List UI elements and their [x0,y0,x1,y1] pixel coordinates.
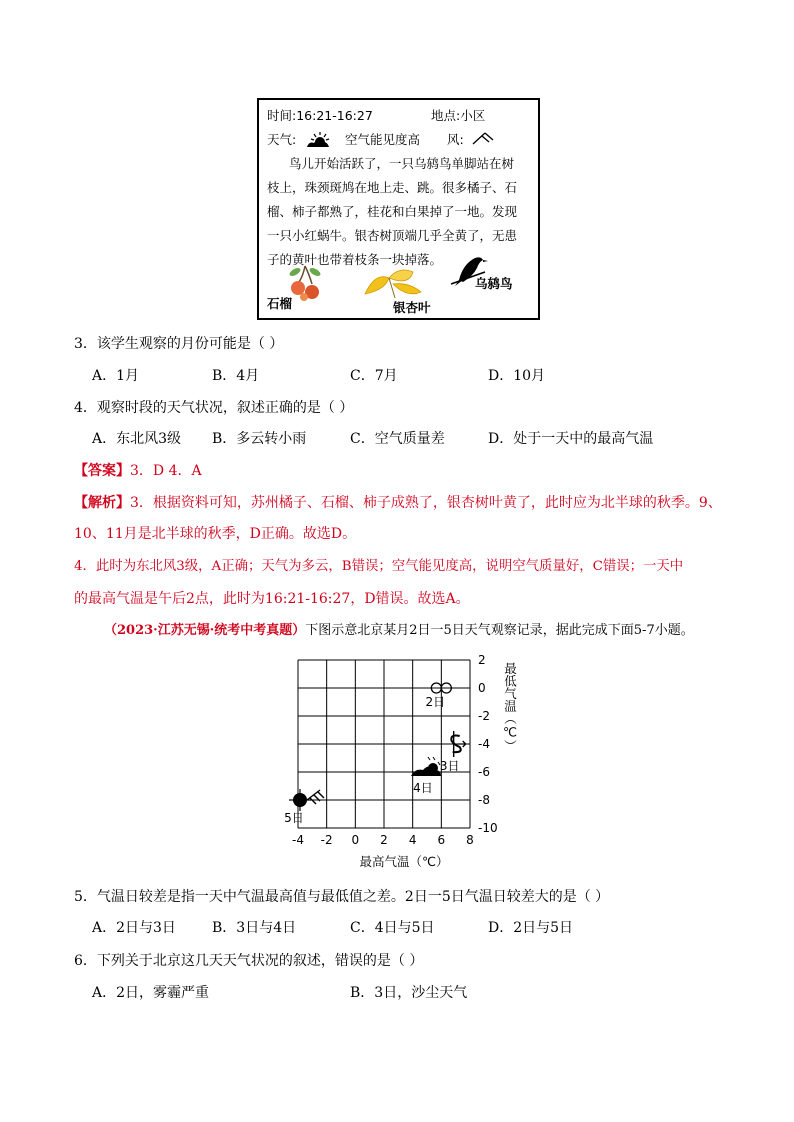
source-line [104,621,694,641]
note-time: 时间:16:21-16:27 [267,108,373,123]
question-5-stem: 5．气温日较差是指一天中气温最高值与最低值之差。2日一5日气温日较差大的是（ ） [74,889,610,905]
sandstorm-icon [451,731,465,757]
question-3-stem: 3．该学生观察的月份可能是（ ） [74,336,284,352]
observation-note [257,98,540,320]
pomegranate-label: 石榴 [267,296,293,311]
x-tick-label: 4 [408,833,417,847]
y-tick-label: -8 [478,793,490,807]
q3-option-a: A．1月 [92,368,140,384]
temperature-chart-svg [270,650,530,875]
q3-option-b: B．4月 [212,368,260,384]
q4-option-a: A．东北风3级 [92,431,182,447]
analysis-line-4: 的最高气温是午后2点，此时为16:21-16:27，D错误。故选A。 [74,591,470,607]
answer-text: 3．D 4．A [130,463,202,479]
q4-option-b: B．多云转小雨 [212,431,307,447]
q5-option-b: B．3日与4日 [212,920,297,936]
question-6-stem: 6．下列关于北京这几天天气状况的叙述，错误的是（ ） [74,953,424,969]
x-tick-label: -4 [292,833,304,847]
y-tick-label: 2 [478,653,486,667]
y-axis-label: 最低气温（℃） [502,662,518,752]
sunny-wind-icon [289,789,324,811]
analysis-line-1 [74,493,722,513]
q6-option-a: A．2日，雾霾严重 [92,985,210,1001]
q5-option-d: D．2日与5日 [488,920,574,936]
y-tick-label: -2 [478,709,490,723]
analysis-line-3: 4．此时为东北风3级，A正确；天气为多云，B错误；空气能见度高，说明空气质量好，C错误；一天中 [74,559,684,574]
answer-line [74,461,202,481]
partly-cloudy-icon [305,130,331,148]
x-tick-label: -2 [320,833,333,847]
y-tick-label: -6 [478,765,490,779]
x-axis-label: 最高气温（℃） [359,854,449,869]
y-tick-label: -10 [478,821,498,835]
question-4-stem: 4．观察时段的天气状况，叙述正确的是（ ） [74,400,354,416]
source-text: 下图示意北京某月2日一5日天气观察记录，据此完成下面5-7小题。 [305,623,694,638]
note-line-5: 子的黄叶也带着枝条一块掉落。 [267,252,443,267]
note-line-4: 一只小红蜗牛。银杏树顶端几乎全黄了，无患 [267,228,518,243]
note-place: 地点:小区 [431,108,486,123]
analysis-text-1: 3．根据资料可知，苏州橘子、石榴、柿子成熟了，银杏树叶黄了，此时应为北半球的秋季。9、 [130,495,722,511]
point-label: 4日 [413,781,433,795]
q3-option-d: D．10月 [488,368,546,384]
ginkgo-label: 银杏叶 [393,300,431,315]
analysis-line-2: 10、11月是北半球的秋季，D正确。故选D。 [74,526,357,542]
analysis-label: 【解析】 [74,495,130,511]
blackbird-label: 乌鸫鸟 [475,276,513,291]
q6-option-b: B．3日，沙尘天气 [350,985,468,1001]
temperature-chart [270,650,530,875]
note-wind-label: 风: [447,132,464,147]
y-tick-label: 0 [478,681,486,695]
cloudy-icon [411,757,441,776]
x-tick-label: 0 [351,833,360,847]
note-line-3: 榴、柿子都熟了，桂花和白果掉了一地。发现 [267,204,518,219]
wind-barb-icon [471,130,497,146]
point-label: 3日 [439,759,460,773]
q4-option-c: C．空气质量差 [350,431,445,447]
note-line-1: 鸟儿开始活跃了，一只乌鸫鸟单脚站在树 [289,156,515,171]
q4-option-d: D．处于一天中的最高气温 [488,431,654,447]
x-tick-label: 6 [437,833,446,847]
answer-label: 【答案】 [74,463,130,479]
note-line-2: 枝上，珠颈斑鸠在地上走、跳。很多橘子、石 [267,180,518,195]
q5-option-a: A．2日与3日 [92,920,176,936]
source-tag: （2023·江苏无锡·统考中考真题） [104,623,306,638]
q3-option-c: C．7月 [350,368,398,384]
x-tick-label: 8 [466,833,474,847]
point-label: 5日 [284,811,304,825]
note-weather-label: 天气: [267,132,297,147]
note-air: 空气能见度高 [345,132,421,147]
y-tick-label: -4 [478,737,490,751]
point-label: 2日 [425,695,446,709]
x-tick-label: 2 [380,833,388,847]
q5-option-c: C．4日与5日 [350,920,435,936]
ginkgo-leaf-icon [359,264,431,302]
